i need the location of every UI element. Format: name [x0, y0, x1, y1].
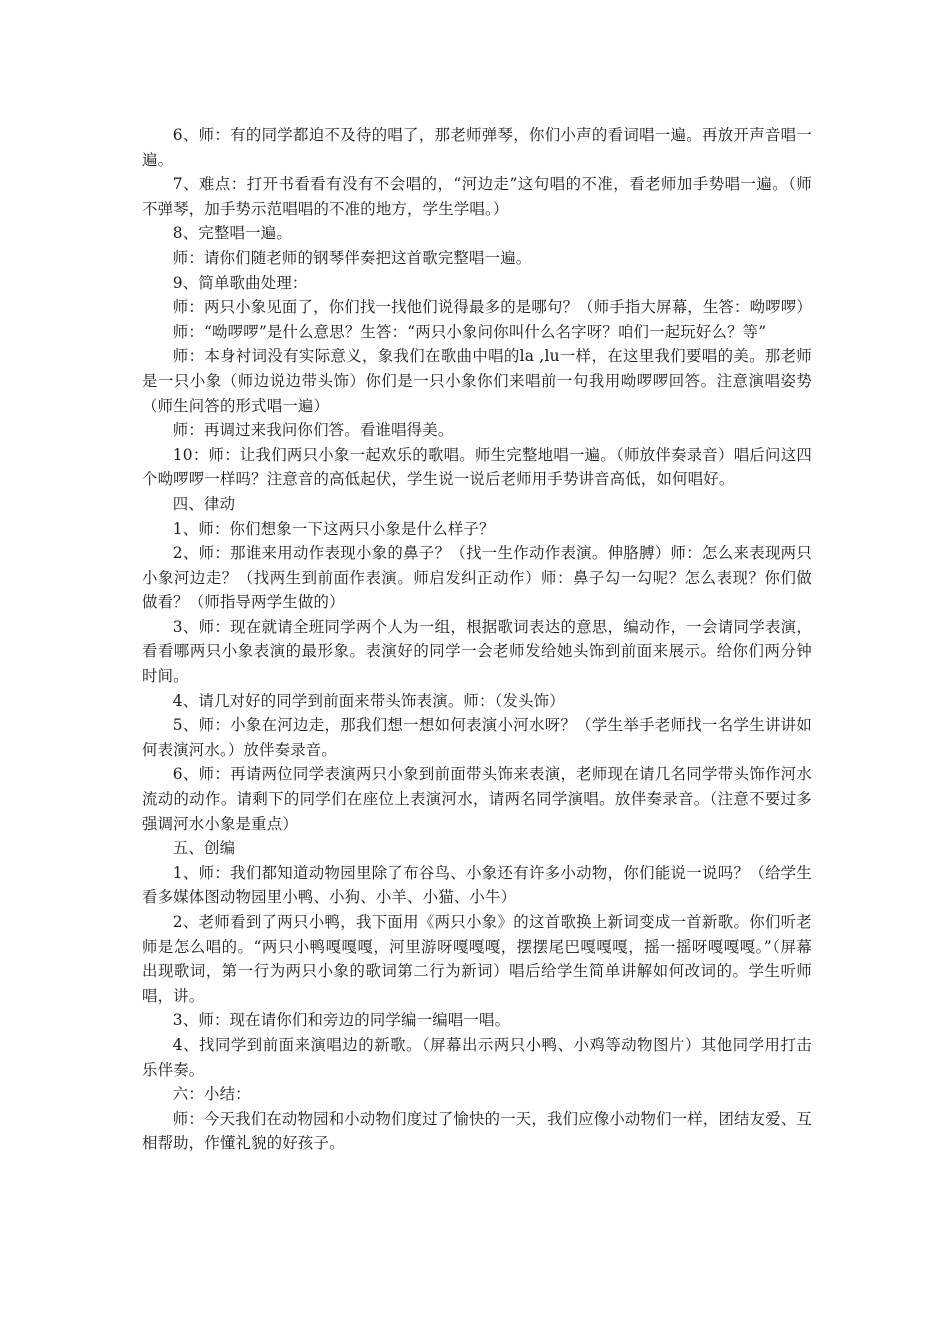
paragraph-filler-words: 师：本身衬词没有实际意义，象我们在歌曲中唱的la ,lu一样，在这里我们要唱的美。那老师是一只小象（师边说边带头饰）你们是一只小象你们来唱前一句我用呦啰啰回答。注意演唱姿势（师生问答的形式唱一遍） [142, 347, 812, 415]
paragraph-rhythm-3: 3、师：现在就请全班同学两个人为一组，根据歌词表达的意思，编动作，一会请同学表演，看看哪两只小象表演的最形象。表演好的同学一会老师发给她头饰到前面来展示。给你们两分钟时间。 [142, 617, 812, 686]
paragraph-rhythm-5: 5、师：小象在河边走，那我们想一想如何表演小河水呀？（学生举手老师找一名学生讲讲如何表演河水。）放伴奏录音。 [142, 716, 812, 759]
paragraph-swap-roles: 师：再调过来我问你们答。看谁唱得美。 [172, 421, 454, 440]
paragraph-rhythm-1: 1、师：你们想象一下这两只小象是什么样子？ [172, 519, 495, 538]
document-body [142, 123, 812, 1156]
paragraph-rhythm-2: 2、师：那谁来用动作表现小象的鼻子？（找一生作动作表演。伸胳膊）师：怎么来表现两只小象河边走？（找两生到前面作表演。师启发纠正动作）师：鼻子勾一勾呢？怎么表现？你们做做看？（师指导两学生做的） [142, 544, 812, 612]
section-heading-summary: 六：小结： [172, 1085, 251, 1104]
paragraph-summary: 师：今天我们在动物园和小动物们度过了愉快的一天，我们应像小动物们一样，团结友爱、互相帮助，作懂礼貌的好孩子。 [142, 1109, 813, 1153]
paragraph-rhythm-6: 6、师：再请两位同学表演两只小象到前面带头饰来表演，老师现在请几名同学带头饰作河水流动的动作。请剩下的同学们在座位上表演河水，请两名同学演唱。放伴奏录音。（注意不要过多强调河水小象是重点） [142, 765, 812, 833]
paragraph-step-10: 10：师：让我们两只小象一起欢乐的歌唱。师生完整地唱一遍。（师放伴奏录音）唱后问这四个呦啰啰一样吗？注意音的高低起伏，学生说一说后老师用手势讲音高低，如何唱好。 [142, 445, 812, 489]
paragraph-step-6: 6、师：有的同学都迫不及待的唱了，那老师弹琴，你们小声的看词唱一遍。再放开声音唱一遍。 [142, 126, 812, 169]
paragraph-step-9: 9、简单歌曲处理： [172, 273, 308, 292]
paragraph-meaning-question: 师：“呦啰啰”是什么意思？生答：“两只小象问你叫什么名字呀？咱们一起玩好么？等” [172, 322, 767, 341]
paragraph-teacher-full-song: 师：请你们随老师的钢琴伴奏把这首歌完整唱一遍。 [172, 248, 532, 267]
section-heading-rhythm: 四、律动 [172, 494, 236, 513]
paragraph-step-8: 8、完整唱一遍。 [172, 224, 292, 243]
paragraph-step-7-difficulty: 7、难点：打开书看看有没有不会唱的，“河边走”这句唱的不准，看老师加手势唱一遍。（师不弹琴，加手势示范唱唱的不准的地方，学生学唱。） [142, 175, 812, 218]
paragraph-create-3: 3、师：现在请你们和旁边的同学编一编唱一唱。 [172, 1011, 511, 1030]
section-heading-create: 五、创编 [172, 839, 236, 858]
paragraph-two-elephants-meet: 师：两只小象见面了，你们找一找他们说得最多的是哪句？（师手指大屏幕，生答：呦啰啰） [172, 298, 813, 317]
paragraph-rhythm-4: 4、请几对好的同学到前面来带头饰表演。师：（发头饰） [172, 691, 565, 710]
paragraph-create-1: 1、师：我们都知道动物园里除了布谷鸟、小象还有许多小动物，你们能说一说吗？（给学生看多媒体图动物园里小鸭、小狗、小羊、小猫、小牛） [142, 863, 812, 907]
paragraph-create-4: 4、找同学到前面来演唱边的新歌。（屏幕出示两只小鸭、小鸡等动物图片）其他同学用打击乐伴奏。 [142, 1035, 812, 1079]
paragraph-create-2: 2、老师看到了两只小鸭，我下面用《两只小象》的这首歌换上新词变成一首新歌。你们听老师是怎么唱的。“两只小鸭嘎嘎嘎，河里游呀嘎嘎嘎，摆摆尾巴嘎嘎嘎，摇一摇呀嘎嘎嘎。”（屏幕出现歌词，第一行为两只小象的歌词第二行为新词）唱后给学生简单讲解如何改词的。学生听师唱，讲。 [142, 913, 812, 1005]
